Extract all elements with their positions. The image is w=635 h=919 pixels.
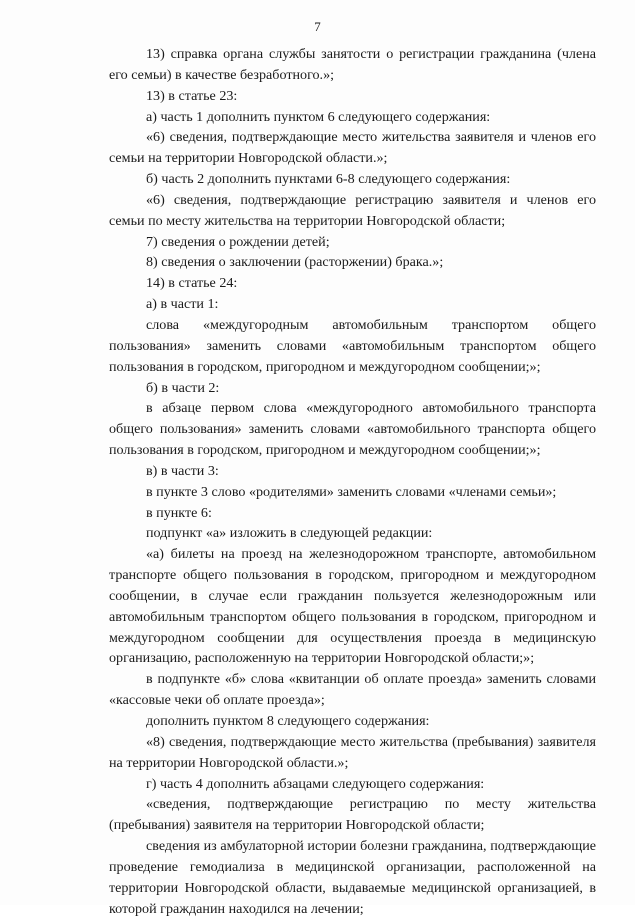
paragraph-17: подпункт «а» изложить в следующей редакции:: [146, 525, 433, 542]
paragraph-3: а) часть 1 дополнить пунктом 6 следующего содержания:: [146, 108, 491, 125]
paragraph-20: дополнить пунктом 8 следующего содержания:: [146, 713, 430, 729]
paragraph-13: в абзаце первом слова «междугородного автомобильного транспорта общего пользования» заменить словами «автомобильного транспорта общего пользования в городском, пригородном и междугородном сообщении;»;: [109, 400, 596, 459]
paragraph-19: в подпункте «б» слова «квитанции об оплате проезда» заменить словами «кассовые чеки об оплате проезда»;: [109, 671, 596, 709]
paragraph-12: б) в части 2:: [146, 379, 220, 396]
paragraph-8: 8) сведения о заключении (расторжении) брака.»;: [146, 254, 444, 271]
paragraph-2: 13) в статье 23:: [146, 87, 238, 104]
paragraph-22: г) часть 4 дополнить абзацами следующего содержания:: [146, 775, 485, 792]
paragraph-4: «6) сведения, подтверждающие место жительства заявителя и членов его семьи на территории Новгородской области.»;: [109, 129, 596, 167]
paragraph-16: в пункте 6:: [146, 504, 212, 521]
paragraph-11: слова «междугородным автомобильным транспортом общего пользования» заменить словами «автомобильным транспортом общего пользования в городском, пригородном и междугородном сообщении;»;: [109, 316, 596, 375]
paragraph-23: «сведения, подтверждающие регистрацию по месту жительства (пребывания) заявителя на территории Новгородской области;: [109, 796, 596, 834]
paragraph-18: «а) билеты на проезд на железнодорожном транспорте, автомобильном транспорте общего пользования в городском, пригородном и междугородном сообщении, в случае если гражданин пользуется железнодорожным или автомобильным транспортом общего пользования в городском, пригородном и междугородном сообщении для осуществления проезда в медицинскую организацию, расположенную на территории Новгородской области;»;: [109, 546, 596, 667]
paragraph-7: 7) сведения о рождении детей;: [146, 233, 330, 250]
paragraph-9: 14) в статье 24:: [146, 275, 238, 292]
paragraph-5: б) часть 2 дополнить пунктами 6-8 следующего содержания:: [146, 171, 511, 188]
page-number: 7: [314, 19, 321, 34]
paragraph-21: «8) сведения, подтверждающие место жительства (пребывания) заявителя на территории Новгородской области.»;: [109, 733, 596, 771]
document-body: [109, 44, 596, 919]
paragraph-1: 13) справка органа службы занятости о регистрации гражданина (члена его семьи) в качестве безработного.»;: [109, 46, 596, 83]
paragraph-15: в пункте 3 слово «родителями» заменить словами «членами семьи»;: [146, 483, 557, 500]
paragraph-24: сведения из амбулаторной истории болезни гражданина, подтверждающие проведение гемодиализа в медицинской организации, расположенной на территории Новгородской области, выдаваемые медицинской организацией, в которой гражданин находился на лечении;: [109, 838, 596, 917]
paragraph-14: в) в части 3:: [146, 462, 219, 479]
paragraph-6: «6) сведения, подтверждающие регистрацию заявителя и членов его семьи по месту жительства на территории Новгородской области;: [109, 191, 596, 229]
paragraph-10: а) в части 1:: [146, 296, 219, 313]
